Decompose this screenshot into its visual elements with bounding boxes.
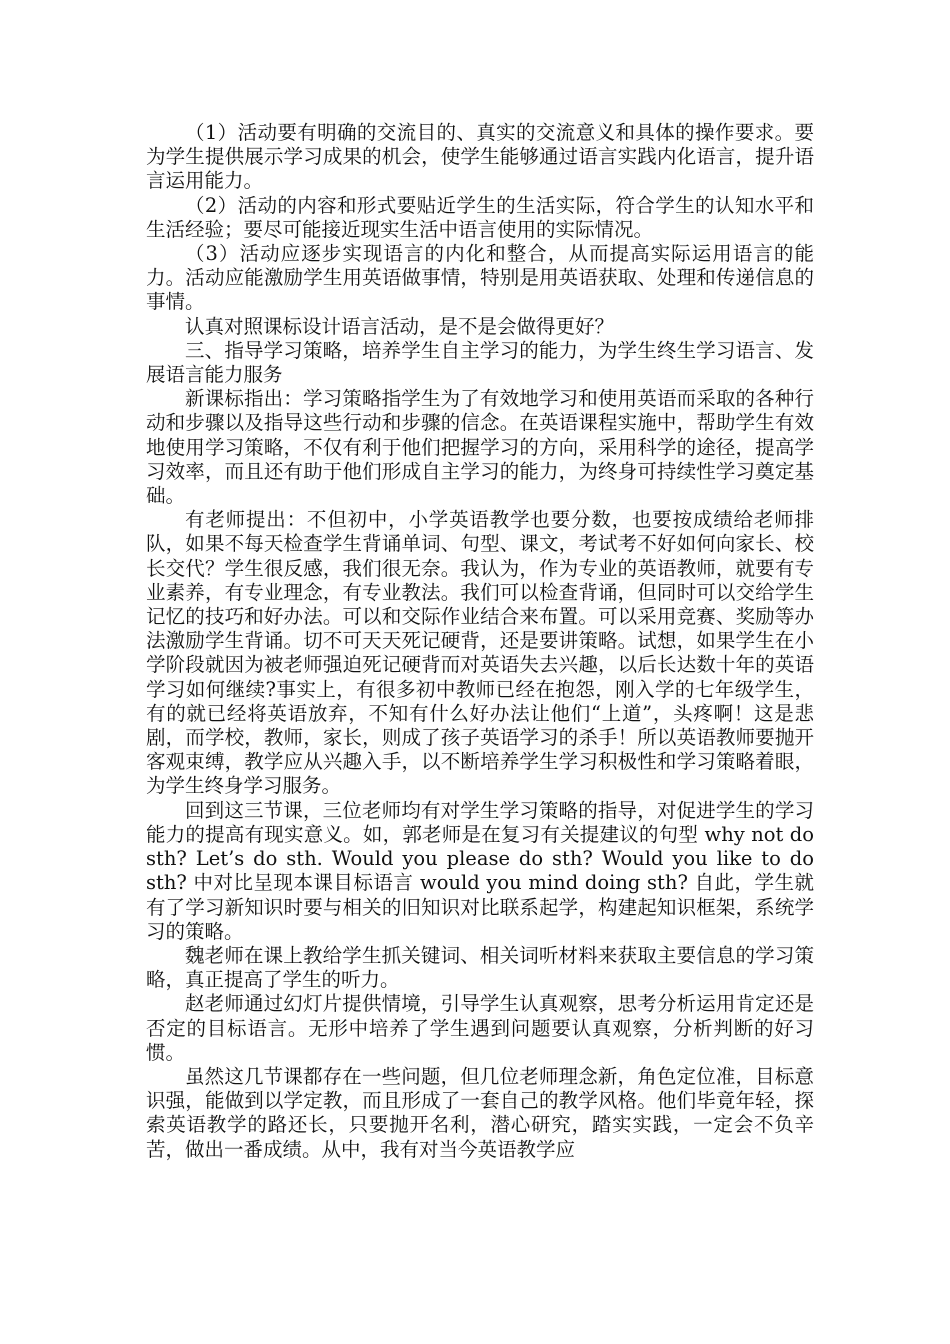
paragraph-teacher-zhao: 赵老师通过幻灯片提供情境，引导学生认真观察，思考分析运用肯定还是否定的目标语言。无形中培养了学生遇到问题要认真观察，分析判断的好习惯。 [146, 992, 814, 1064]
paragraph-conclusion: 虽然这几节课都存在一些问题，但几位老师理念新，角色定位准，目标意识强，能做到以学定教，而且形成了一套自己的教学风格。他们毕竟年轻，探索英语教学的路还长，只要抛开名利，潜心研究，踏实实践，一定会不负辛苦，做出一番成绩。从中，我有对当今英语教学应 [146, 1064, 814, 1161]
paragraph-three-lessons: 回到这三节课，三位老师均有对学生学习策略的指导，对促进学生的学习能力的提高有现实意义。如，郭老师是在复习有关提建议的句型 why not do sth? Let’s do sth. Would you please do sth? Would you like to do sth? 中对比呈现本课目标语言 would you mind doing sth? 自此，学生就有了学习新知识时要与相关的旧知识对比联系起学，构建起知识框架，系统学习的策略。 [146, 798, 814, 943]
paragraph-reflection-question: 认真对照课标设计语言活动，是不是会做得更好？ [185, 314, 615, 338]
paragraph-teacher-opinion: 有老师提出：不但初中，小学英语教学也要分数，也要按成绩给老师排队，如果不每天检查学生背诵单词、句型、课文，考试考不好如何向家长、校长交代？学生很反感，我们很无奈。我认为，作为专业的英语教师，就要有专业素养，有专业理念，有专业教法。我们可以检查背诵，但同时可以交给学生记忆的技巧和好办法。可以和交际作业结合来布置。可以采用竞赛、奖励等办法激励学生背诵。切不可天天死记硬背，还是要讲策略。试想，如果学生在小学阶段就因为被老师强迫死记硬背而对英语失去兴趣，以后长达数十年的英语学习如何继续?事实上，有很多初中教师已经在抱怨，刚入学的七年级学生，有的就已经将英语放弃，不知有什么好办法让他们“上道”，头疼啊！这是悲剧，而学校，教师，家长，则成了孩子英语学习的杀手！所以英语教师要抛开客观束缚，教学应从兴趣入手，以不断培养学生学习积极性和学习策略着眼，为学生终身学习服务。 [146, 508, 814, 798]
paragraph-curriculum-definition: 新课标指出：学习策略指学生为了有效地学习和使用英语而采取的各种行动和步骤以及指导这些行动和步骤的信念。在英语课程实施中，帮助学生有效地使用学习策略，不仅有利于他们把握学习的方向，采用科学的途径，提高学习效率，而且还有助于他们形成自主学习的能力，为终身可持续性学习奠定基础。 [146, 387, 814, 508]
section-heading-learning-strategy: 三、指导学习策略，培养学生自主学习的能力，为学生终生学习语言、发展语言能力服务 [146, 338, 814, 387]
paragraph-activity-integration: （3）活动应逐步实现语言的内化和整合，从而提高实际运用语言的能力。活动应能激励学生用英语做事情，特别是用英语获取、处理和传递信息的事情。 [146, 242, 814, 314]
paragraph-activity-goal: （1）活动要有明确的交流目的、真实的交流意义和具体的操作要求。要为学生提供展示学习成果的机会，使学生能够通过语言实践内化语言，提升语言运用能力。 [146, 121, 814, 193]
paragraph-activity-content: （2）活动的内容和形式要贴近学生的生活实际，符合学生的认知水平和生活经验；要尽可能接近现实生活中语言使用的实际情况。 [146, 193, 814, 241]
document-page [146, 121, 814, 1162]
paragraph-teacher-wei: 魏老师在课上教给学生抓关键词、相关词听材料来获取主要信息的学习策略，真正提高了学生的听力。 [146, 943, 814, 992]
